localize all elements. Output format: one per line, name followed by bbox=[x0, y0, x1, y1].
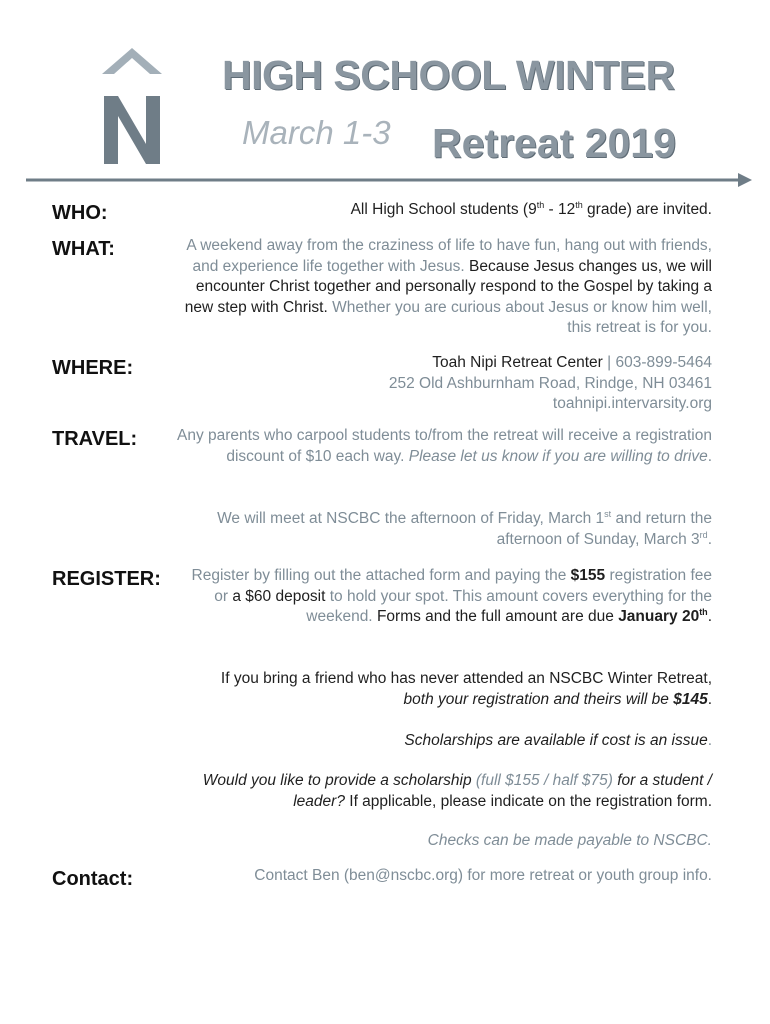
logo-letter-n bbox=[104, 96, 160, 164]
friend-part: If you bring a friend who has never attended an NSCBC Winter Retreat, bbox=[220, 670, 712, 687]
scholarship-part: . bbox=[707, 732, 712, 749]
register-due: Forms and the full amount are due bbox=[376, 608, 619, 625]
venue-website[interactable]: toahnipi.intervarsity.org bbox=[552, 395, 712, 412]
what-intro: A weekend away from the craziness of life to have fun, hang out with friends, and experience life together with Jesus. bbox=[186, 237, 712, 275]
who-part: All High School students (9 bbox=[350, 201, 537, 218]
venue-address: 252 Old Ashburnham Road, Rindge, NH 03461 bbox=[388, 374, 712, 392]
meet-part: and return the afternoon of Sunday, March 3 bbox=[496, 510, 712, 548]
scholarship-part: Scholarships are available if cost is an issue bbox=[404, 732, 708, 749]
travel-period: . bbox=[707, 447, 712, 465]
register-due-sup: th bbox=[699, 606, 708, 617]
provide-part: for a student / leader? bbox=[293, 772, 712, 810]
provide-part: Would you like to provide a scholarship bbox=[202, 772, 476, 789]
who-part: grade) are invited. bbox=[582, 201, 712, 218]
register-part: to hold your spot. This amount covers everything for the weekend. bbox=[306, 587, 712, 625]
register-fee: $155 bbox=[570, 567, 606, 584]
n-logo bbox=[100, 44, 164, 168]
travel-drive-request: Please let us know if you are willing to drive bbox=[408, 447, 708, 465]
travel-discount: Any parents who carpool students to/from the retreat will receive a registration discount of $10 each way. bbox=[176, 427, 712, 465]
register-due-date: January 20 bbox=[618, 608, 700, 625]
friend-part: . bbox=[707, 690, 712, 708]
register-part: registration fee or bbox=[214, 567, 712, 605]
scholarship-text bbox=[192, 731, 712, 752]
who-text bbox=[192, 200, 712, 221]
what-gospel: Because Jesus changes us, we will encounter Christ together and personally respond to the Gospel by taking a new step with Christ. bbox=[184, 257, 712, 316]
register-deposit: a $60 deposit bbox=[232, 587, 326, 605]
title-line-1: HIGH SCHOOL WINTER bbox=[222, 52, 675, 98]
where-text bbox=[192, 353, 712, 415]
provide-amounts: (full $155 / half $75) bbox=[475, 772, 613, 789]
friend-price: $145 bbox=[673, 690, 708, 708]
venue-name: Toah Nipi Retreat Center bbox=[432, 354, 603, 371]
title-line-2: Retreat 2019 bbox=[432, 120, 676, 166]
header-arrow-rule bbox=[26, 170, 752, 190]
event-date: March 1-3 bbox=[242, 114, 391, 151]
friend-text bbox=[192, 669, 712, 710]
label-travel: TRAVEL: bbox=[52, 428, 138, 450]
friend-part: both your registration and theirs will be bbox=[403, 690, 674, 708]
venue-phone: | 603-899-5464 bbox=[602, 354, 712, 371]
contact-text: Contact Ben (ben@nscbc.org) for more retreat or youth group info. bbox=[254, 867, 712, 884]
label-register: REGISTER: bbox=[52, 568, 161, 590]
who-part: - 12 bbox=[544, 201, 576, 218]
who-sup: th bbox=[536, 199, 545, 210]
meet-part: . bbox=[707, 530, 712, 548]
checks-text: Checks can be made payable to NSCBC. bbox=[427, 832, 712, 849]
meet-part: We will meet at NSCBC the afternoon of Friday, March 1 bbox=[217, 510, 605, 527]
provide-part: If applicable, please indicate on the registration form. bbox=[344, 792, 712, 810]
meet-sup: st bbox=[604, 508, 612, 519]
label-where: WHERE: bbox=[52, 357, 134, 379]
register-part: Register by filling out the attached form and paying the bbox=[191, 567, 571, 584]
label-contact: Contact: bbox=[52, 868, 134, 890]
provide-scholarship-text bbox=[172, 771, 712, 812]
logo-chevron bbox=[102, 48, 162, 74]
who-sup: th bbox=[575, 199, 583, 210]
what-text bbox=[176, 236, 712, 339]
travel-meet-text bbox=[152, 509, 712, 550]
meet-sup: rd bbox=[699, 529, 708, 540]
travel-text bbox=[176, 426, 712, 467]
what-closing: Whether you are curious about Jesus or know him well, this retreat is for you. bbox=[332, 298, 712, 336]
label-who: WHO: bbox=[52, 202, 108, 224]
label-what: WHAT: bbox=[52, 238, 115, 260]
register-text bbox=[182, 566, 712, 628]
register-part: . bbox=[707, 608, 712, 625]
